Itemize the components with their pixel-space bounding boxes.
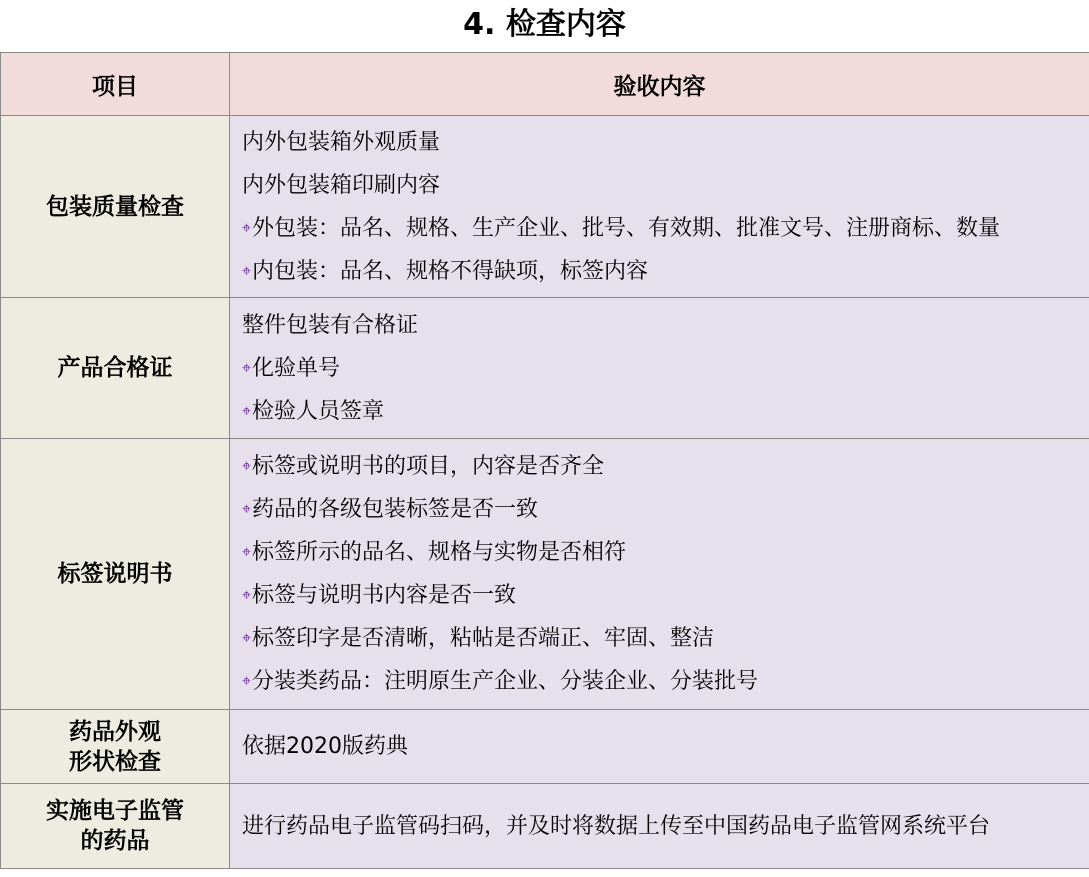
table-row [1,710,1089,784]
bullet-icon: ⌖ [242,542,252,561]
item-line: 药品外观 [69,718,161,745]
bullet-icon: ⌖ [242,456,252,475]
table-row [1,298,1089,439]
item-cell: 包装质量检查 [1,116,230,298]
content-cell [230,116,1089,298]
content-cell [230,710,1089,784]
content-line: ⌖药品的各级包装标签是否一致 [242,497,539,522]
bullet-icon: ⌖ [242,499,252,518]
content-line: ⌖检验人员签章 [242,398,385,424]
page-title: 4. 检查内容 [463,7,626,42]
content-line: ⌖标签或说明书的项目，内容是否齐全 [242,454,605,479]
bullet-icon: ⌖ [242,585,252,604]
table-row [1,116,1089,298]
content-line: 依据2020版药典 [242,734,408,759]
content-cell [230,439,1089,710]
content-cell [230,298,1089,439]
content-line: ⌖标签所示的品名、规格与实物是否相符 [242,540,627,565]
item-line: 实施电子监管 [46,798,184,824]
bullet-icon: ⌖ [242,260,252,280]
content-cell [230,784,1089,869]
content-line: ⌖标签印字是否清晰，粘帖是否端正、牢固、整洁 [242,626,715,651]
content-line: 整件包装有合格证 [242,312,419,338]
content-line: 进行药品电子监管码扫码，并及时将数据上传至中国药品电子监管网系统平台 [242,813,991,839]
item-cell: 标签说明书 [1,439,230,710]
header-item: 项目 [1,53,230,116]
item-cell: 产品合格证 [1,298,230,439]
table-row [1,439,1089,710]
item-line: 形状检查 [69,748,161,775]
content-line: ⌖内包装：品名、规格不得缺项，标签内容 [242,258,649,284]
content-line: ⌖外包装：品名、规格、生产企业、批号、有效期、批准文号、注册商标、数量 [242,215,1001,241]
item-cell [1,710,230,784]
content-line: 内外包装箱外观质量 [242,129,441,155]
bullet-icon: ⌖ [242,217,252,237]
item-line: 的药品 [80,828,150,854]
content-line: ⌖标签与说明书内容是否一致 [242,583,517,608]
item-cell [1,784,230,869]
bullet-icon: ⌖ [242,357,252,377]
content-line: ⌖化验单号 [242,355,341,381]
table-header-row [1,53,1089,116]
content-line: ⌖分装类药品：注明原生产企业、分装企业、分装批号 [242,669,759,694]
bullet-icon: ⌖ [242,671,252,690]
inspection-table [0,52,1089,869]
content-line: 内外包装箱印刷内容 [242,172,441,198]
table-row [1,784,1089,869]
bullet-icon: ⌖ [242,400,252,420]
header-content: 验收内容 [230,53,1089,116]
bullet-icon: ⌖ [242,628,252,647]
